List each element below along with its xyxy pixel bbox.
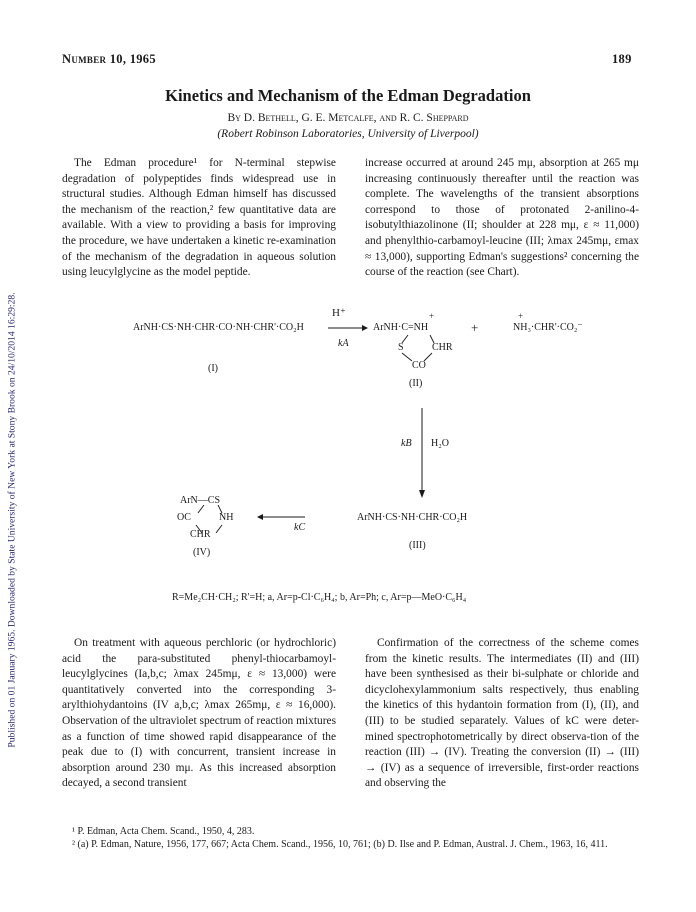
paragraph-intro: The Edman procedure¹ for N-terminal stepwise degradation of polypeptides finds widespread use in structural studies. Although Edman himself has discussed the mechanism of the reaction,² few quantitative data are available. With a view to providing a basis for improving the procedure, we have undertaken a kinetic re-examination of the mechanism of the degradation in aqueous solution using leucylglycine as the model peptide. bbox=[62, 157, 336, 279]
footnote-1: ¹ P. Edman, Acta Chem. Scand., 1950, 4, 283. bbox=[72, 826, 255, 837]
compound-IV-carbonyl: OC bbox=[177, 512, 191, 523]
compound-I-label: (I) bbox=[208, 363, 218, 374]
compound-IV-label: (IV) bbox=[193, 547, 211, 558]
compound-III-label: (III) bbox=[409, 540, 426, 551]
arrow-III-to-IV bbox=[257, 512, 305, 522]
leaving-glycine-charge: + bbox=[518, 311, 524, 321]
body-column-left-top bbox=[62, 156, 336, 281]
journal-issue-header: Number 10, 1965 bbox=[62, 52, 156, 66]
arrow-II-to-III bbox=[417, 408, 427, 498]
paragraph-treatment: On treatment with aqueous perchloric (or hydrochloric) acid the para-substituted phenyl-thiocarbamoyl-leucylglycines (Ia,b,c; λmax 245mμ, ε ≈ 13,000) were quantitatively converted into the corresponding 3-arylthiohydantoins (IV a,b,c; λmax 265mμ, ε ≈ 16,000). Observation of the ultraviolet spectrum of reaction mixtures as a function of time showed rapid disappearance of the peak due to (I) with concurrent, transient increase in absorption around 230 mμ. As this increased absorption decayed, a second transient bbox=[62, 637, 336, 790]
download-notice-text: Published on 01 January 1965. Downloaded by State University of New York at Stony Brook on 24/10/2014 16:29:28. bbox=[6, 292, 18, 748]
compound-II-sulfur: S bbox=[398, 342, 404, 353]
author-byline: By D. Bethell, G. E. Metcalfe, and R. C. Sheppard bbox=[227, 112, 469, 124]
compound-II-charge: + bbox=[429, 311, 435, 321]
acid-catalyst-label: H⁺ bbox=[332, 307, 346, 319]
page-number: 189 bbox=[612, 52, 632, 66]
arrow-I-to-II bbox=[328, 322, 368, 334]
rate-constant-B: kB bbox=[401, 438, 412, 449]
compound-IV-nh: NH bbox=[219, 512, 234, 523]
body-column-left-bottom bbox=[62, 636, 336, 792]
body-column-right-top bbox=[365, 156, 639, 281]
article-title: Kinetics and Mechanism of the Edman Degradation bbox=[165, 86, 531, 105]
substituent-definitions: R=Me₂CH·CH₂; R'=H; a, Ar=p-Cl·C₆H₄; b, Ar=Ph; c, Ar=p—MeO·C₆H₄ bbox=[172, 592, 467, 603]
footnotes bbox=[62, 826, 640, 851]
paragraph-confirmation: Confirmation of the correctness of the scheme comes from the kinetic results. The intermediates (II) and (III) have been synthesised as their bi-sulphate or chloride and dicyclohexylammonium salts respectively, thus enabling the kinetics of this hydantoin formation from (I), (II), and (III) to be studied separately. Values of kC were deter-mined spectrophotometrically by direct observa-tion of the reaction (III) → (IV). Treating the conversion (II) → (III) → (IV) as a sequence of irreversible, first-order reactions and observing the bbox=[365, 637, 639, 790]
compound-II-chr: CHR bbox=[432, 342, 453, 353]
rate-constant-A: kA bbox=[338, 338, 349, 349]
compound-II-carbonyl: CO bbox=[412, 360, 426, 371]
rate-constant-C: kC bbox=[294, 522, 306, 533]
compound-I: ArNH·CS·NH·CHR·CO·NH·CHR'·CO₂H bbox=[133, 322, 304, 333]
body-column-right-bottom bbox=[365, 636, 639, 792]
compound-II-label: (II) bbox=[409, 378, 423, 389]
compound-II-amidine: ArNH·C=NH bbox=[373, 322, 429, 333]
compound-III: ArNH·CS·NH·CHR·CO₂H bbox=[357, 512, 468, 523]
paragraph-spectra: increase occurred at around 245 mμ, absorption at 265 mμ increasing continuously thereafter until the reaction was complete. The wavelengths of the transient absorptions correspond to those of protonated 2-anilino-4-isobutylthiazolinone (II; shoulder at 228 mμ, ε ≈ 11,000) and phenylthio-carbamoyl-leucine (III; λmax 245mμ, εmax ≈ 13,000), supporting Edman's suggestions² concerning the course of the reaction (see Chart). bbox=[365, 157, 639, 279]
leaving-glycine: NH₃·CHR'·CO₂⁻ bbox=[513, 322, 583, 333]
compound-IV-chr: CHR bbox=[190, 529, 211, 540]
compound-IV-line-1: ArN—CS bbox=[180, 495, 221, 506]
water-reagent: H₂O bbox=[431, 438, 449, 449]
plus-sign: + bbox=[471, 320, 479, 335]
footnote-2: ² (a) P. Edman, Nature, 1956, 177, 667; Acta Chem. Scand., 1956, 10, 761; (b) D. Ilse and P. Edman, Austral. J. Chem., 1963, 16, 411. bbox=[72, 838, 608, 850]
author-affiliation: (Robert Robinson Laboratories, University of Liverpool) bbox=[217, 128, 479, 140]
